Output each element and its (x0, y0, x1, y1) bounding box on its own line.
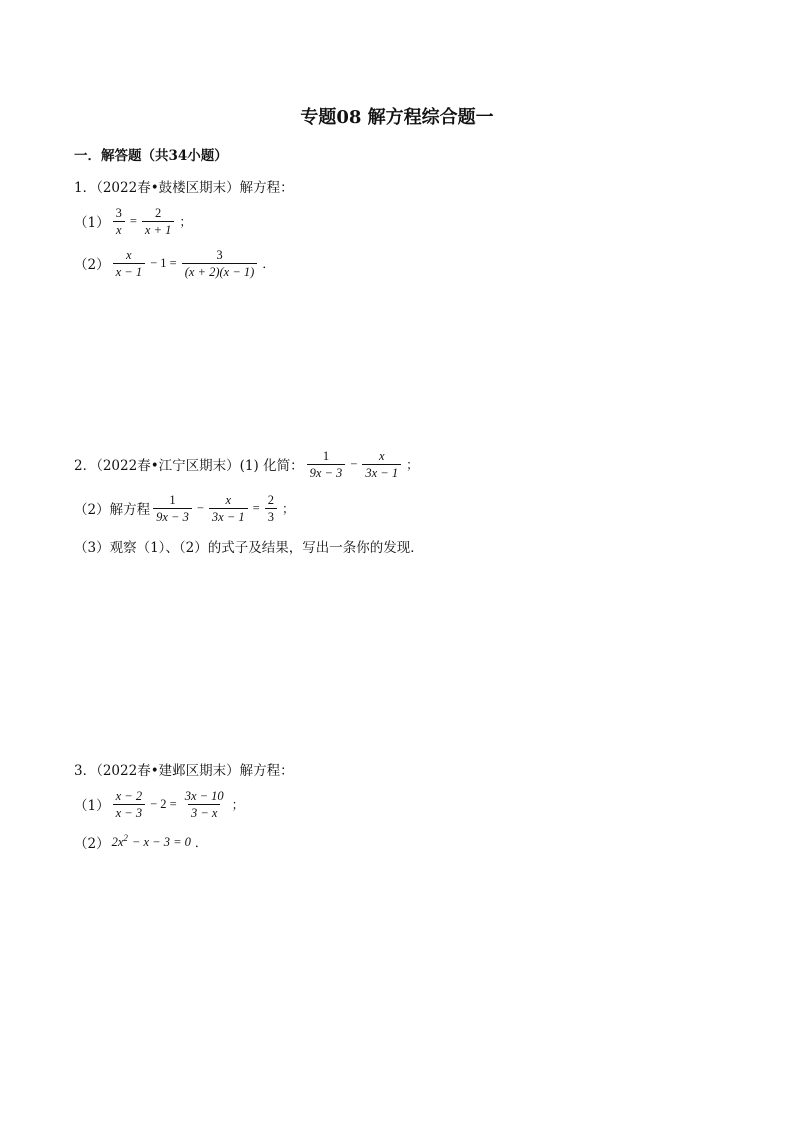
q2-h-fraction1 (307, 449, 346, 480)
denominator: x − 3 (113, 804, 145, 820)
q3-part2-label: （2） (74, 836, 110, 852)
denominator: x (113, 221, 125, 237)
denominator: x − 1 (113, 263, 145, 279)
semicolon: ； (406, 458, 419, 472)
denominator: 3x − 1 (362, 464, 401, 480)
q3-part1 (74, 786, 246, 822)
denominator: 3 − x (188, 804, 220, 820)
denominator: 3x − 1 (209, 508, 248, 524)
q3-p1-fraction1 (113, 789, 145, 820)
semicolon: ； (281, 502, 295, 516)
q1-part2 (74, 245, 277, 281)
q2-p2-fraction3 (265, 493, 277, 524)
exponent: 2 (123, 833, 128, 844)
semicolon: ； (231, 798, 245, 812)
denominator: 9x − 3 (307, 464, 346, 480)
q1-p1-fraction1 (113, 206, 125, 237)
denominator: 9x − 3 (153, 508, 192, 524)
minus-one-equals: − 1 = (150, 255, 177, 270)
q3-part1-label: （1） (74, 798, 110, 814)
q1-header: 1．（2022春•鼓楼区期末）解方程： (74, 180, 294, 196)
quadratic-coefficient: 2x (111, 835, 124, 850)
q1-part1 (74, 203, 194, 239)
numerator: x (225, 492, 232, 507)
equals-sign: = (252, 500, 260, 515)
denominator: x + 1 (142, 221, 174, 237)
denominator: (x + 2)(x − 1) (182, 263, 258, 279)
numerator: x − 2 (115, 788, 143, 803)
q1-p1-fraction2 (142, 206, 174, 237)
q3-part2 (74, 824, 209, 860)
period: ． (194, 836, 208, 850)
q1-p2-fraction1 (113, 248, 145, 279)
section-heading: 一．解答题（共34小题） (74, 148, 228, 164)
minus-sign: − (350, 456, 358, 471)
q2-h-fraction2 (362, 449, 401, 480)
quadratic-remainder: − x − 3 = 0 (131, 834, 191, 849)
numerator: 2 (267, 492, 274, 507)
q2-p2-fraction2 (209, 493, 248, 524)
equals-sign: = (129, 213, 137, 228)
q2-part3: （3）观察（1）、（2）的式子及结果，写出一条你的发现． (74, 540, 424, 556)
q1-part1-label: （1） (74, 215, 110, 231)
q3-header: 3．（2022春•建邺区期末）解方程： (74, 763, 294, 779)
numerator: 3 (115, 205, 122, 220)
period: ． (262, 257, 275, 271)
quadratic-term (112, 833, 128, 850)
q3-p1-fraction2 (182, 789, 227, 820)
q2-header-text: 2．（2022春•江宁区期末）(1) 化简： (74, 458, 304, 474)
semicolon: ； (179, 215, 192, 229)
numerator: 2 (155, 205, 162, 220)
minus-sign: − (196, 500, 204, 515)
numerator: x (378, 448, 385, 463)
numerator: x (126, 247, 132, 262)
denominator: 3 (265, 508, 277, 524)
q2-part2-label: （2）解方程 (74, 502, 151, 518)
minus-two-equals: − 2 = (150, 796, 177, 811)
q2-p2-fraction1 (153, 493, 192, 524)
q1-p2-fraction2 (182, 248, 258, 279)
numerator: 3 (216, 247, 223, 262)
numerator: 1 (169, 492, 176, 507)
q1-part2-label: （2） (74, 257, 110, 273)
numerator: 3x − 10 (184, 788, 224, 803)
numerator: 1 (322, 448, 330, 463)
q2-part2 (74, 490, 296, 526)
q2-header (74, 446, 421, 482)
page-title: 专题08 解方程综合题一 (300, 107, 494, 128)
